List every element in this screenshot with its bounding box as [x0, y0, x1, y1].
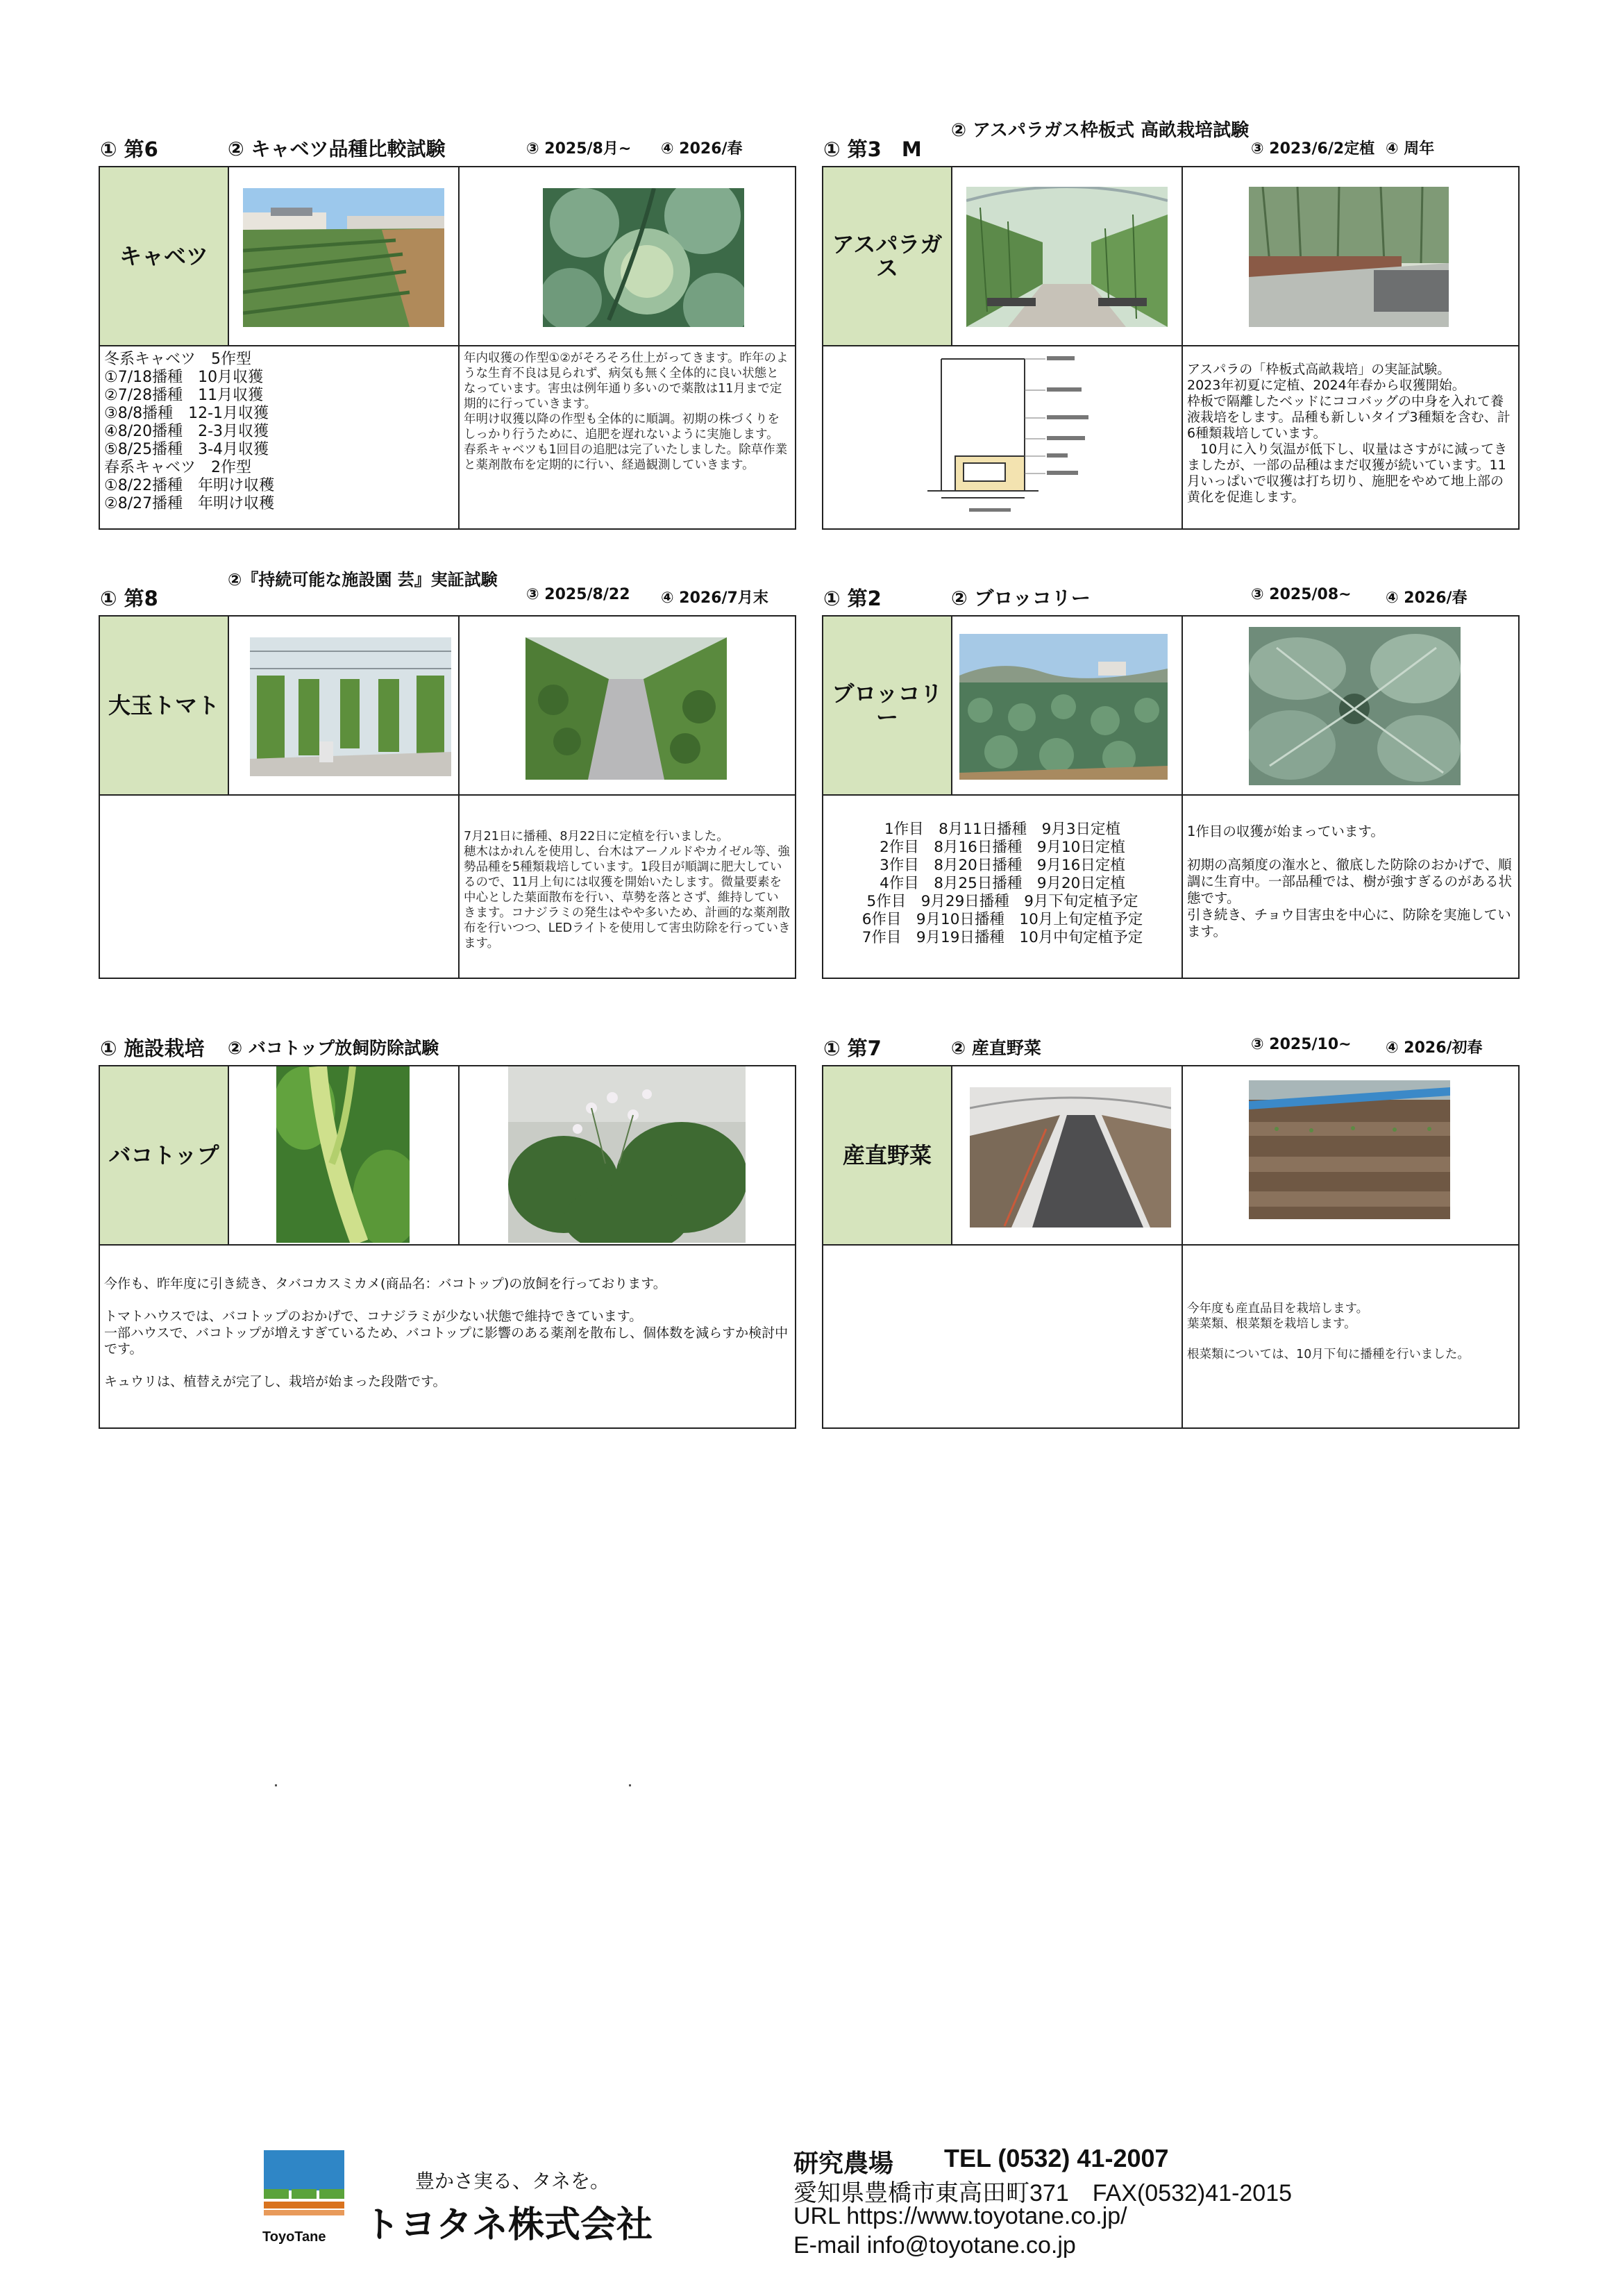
comment-cell: [1183, 346, 1518, 528]
cabbage-field-photo: [243, 188, 444, 327]
stray-mark: [275, 1784, 277, 1786]
field-number: ① 第8: [100, 587, 158, 610]
stray-mark: [629, 1784, 631, 1786]
field-number: ① 第6: [100, 137, 158, 161]
email-address[interactable]: E-mail info@toyotane.co.jp: [793, 2232, 1076, 2259]
crop-name: アスパラガ ス: [832, 231, 943, 281]
slogan: 豊かさ実る、タネを。: [415, 2170, 610, 2193]
crop-name-cell: [100, 617, 229, 796]
trial-title: ②『持続可能な施設園 芸』実証試験: [228, 570, 498, 589]
website-url[interactable]: URL https://www.toyotane.co.jp/: [793, 2203, 1127, 2229]
empty-cell: [823, 1246, 1183, 1427]
photo-cell: [460, 1066, 795, 1246]
panel-box: [99, 615, 796, 979]
mirid-bug-photo: [276, 1066, 410, 1243]
end-date: ④ 2026/7月末: [661, 589, 768, 607]
sown-beds-photo: [1249, 1080, 1450, 1219]
end-date: ④ 2026/春: [661, 140, 743, 158]
photo-cell: [460, 167, 795, 346]
banker-plant-photo: [508, 1066, 746, 1243]
panel-header: [822, 576, 1520, 611]
start-date: ③ 2025/8/22: [526, 586, 630, 603]
toyotane-logo-icon: [264, 2150, 344, 2231]
start-date: ③ 2025/10~: [1251, 1036, 1352, 1053]
end-date: ④ 周年: [1386, 140, 1435, 158]
crop-name-cell: [823, 617, 952, 796]
empty-cell: [100, 796, 460, 978]
comment-cell: [1183, 1246, 1518, 1427]
photo-cell: [1183, 167, 1518, 346]
photo-cell: [1183, 1066, 1518, 1246]
panel-box: [822, 1065, 1520, 1429]
field-number: ① 第7: [823, 1037, 882, 1060]
comment-cell: [460, 346, 795, 528]
photo-cell: [460, 617, 795, 796]
comment-cell: [1183, 796, 1518, 978]
telephone: TEL (0532) 41-2007: [944, 2144, 1169, 2172]
cabbage-head-photo: [543, 188, 744, 327]
variety-list-cell: [100, 346, 460, 528]
schedule-cell: [823, 796, 1183, 978]
crop-name-cell: [823, 167, 952, 346]
photo-cell: [229, 1066, 460, 1246]
asparagus-house-photo: [966, 187, 1168, 327]
variety-list: 冬系キャベツ 5作型 ①7/18播種 10月収獲 ②7/28播種 11月収獲 ③8/8播種 12-1月収獲 ④8/20播種 2-3月収獲 ⑤8/25播種 3-4月収獲 春系キャベツ 2作型 ①8/22播種 年明け収穫 ②8/27播種 年明け収穫: [104, 351, 275, 512]
panel-header: [822, 120, 1520, 162]
comment-cell: [100, 1246, 795, 1427]
asparagus-bed-photo: [1249, 187, 1449, 327]
broccoli-field-photo: [959, 634, 1168, 780]
trial-title: ② 産直野菜: [951, 1038, 1041, 1058]
panel-header: [99, 1026, 796, 1061]
panel-header: [822, 1026, 1520, 1061]
crop-name-cell: [100, 1066, 229, 1246]
comment-cell: [460, 796, 795, 978]
crop-name: 大玉トマト: [108, 692, 219, 719]
broccoli-head-photo: [1249, 627, 1461, 785]
photo-cell: [229, 167, 460, 346]
trial-title: ② ブロッコリー: [951, 587, 1091, 610]
comment-text: 今年度も産直品目を栽培します。 葉菜類、根菜類を栽培します。 根菜類については、10月下旬に播種を行いました。: [1187, 1302, 1470, 1361]
crop-name: ブロッコリー: [832, 680, 943, 730]
start-date: ③ 2025/08~: [1251, 586, 1352, 603]
logo-text: ToyoTane: [262, 2229, 326, 2245]
panel-box: [99, 166, 796, 530]
start-date: ③ 2023/6/2定植: [1251, 140, 1375, 158]
photo-cell: [952, 1066, 1183, 1246]
comment-text: 年内収獲の作型①②がそろそろ仕上がってきます。昨年のような生育不良は見られず、病気も無く全体的に良い状態となっています。害虫は例年通り多いので薬散は11月まで定期的に行っていきます。 年明け収獲以降の作型も全体的に順調。初期の株づくりをしっかり行うために、追肥を遅れないように実施します。 春系キャベツも1回目の追肥は完了いたしました。除草作業と薬剤散布を定期的に行い、経過観測していきます。: [464, 351, 789, 472]
crop-name: バコトップ: [108, 1142, 219, 1168]
address-fax: 愛知県豊橋市東高田町371 FAX(0532)41-2015: [793, 2180, 1293, 2206]
trial-title: ② バコトップ放飼防除試験: [228, 1038, 439, 1058]
trial-title: ② キャベツ品種比較試験: [228, 137, 446, 160]
trial-title: ② アスパラガス枠板式 高畝栽培試験: [951, 120, 1250, 141]
panel-box: [822, 166, 1520, 530]
crop-name: 産直野菜: [842, 1142, 932, 1168]
panel-header: [99, 570, 796, 611]
crop-name: キャベツ: [119, 243, 208, 269]
comment-text: アスパラの「枠板式高畝栽培」の実証試験。 2023年初夏に定植、2024年春から収獲開始。 枠板で隔離したベッドにココバッグの中身を入れて養液栽培をします。品種も新しいタイプ3種類を含む、計6種類栽培しています。 10月に入り気温が低下し、収量はさすがに減ってきましたが、一部の品種はまだ収獲が続いています。11月いっぱいで収獲は打ち切り、施肥をやめて地上部の黄化を促進します。: [1187, 362, 1511, 505]
company-name: トヨタネ株式会社: [364, 2204, 653, 2246]
field-number: ① 第3 M: [823, 137, 922, 161]
diagram-cell: [823, 346, 1183, 528]
comment-text: 7月21日に播種、8月22日に定植を行いました。 穂木はかれんを使用し、台木はアーノルドやカイゼル等、強勢品種を5種類栽培しています。1段目が順調に肥大しているので、11月上旬には収獲を開始いたします。微量要素を中心とした葉面散布を行い、草勢を落とさず、維持していきます。コナジラミの発生はやや多いため、計画的な薬剤散布を行いつつ、LEDライトを使用して害虫防除を行っていきます。: [464, 830, 791, 950]
crop-name-cell: [823, 1066, 952, 1246]
end-date: ④ 2026/春: [1386, 589, 1468, 607]
planting-schedule: 1作目 8月11日播種 9月3日定植 2作目 8月16日播種 9月10日定植 3作目 8月20日播種 9月16日定植 4作目 8月25日播種 9月20日定植 5作目 9月29日播種 9月下旬定植予定 6作目 9月10日播種 10月上旬定植予定 7作目 9月19日播種 10月中旬定植予定: [861, 821, 1143, 946]
farm-name: 研究農場: [793, 2150, 894, 2178]
greenhouse-beds-photo: [970, 1087, 1171, 1227]
field-number: ① 施設栽培: [100, 1037, 205, 1060]
comment-text: 1作目の収獲が始まっています。 初期の高頻度の潅水と、徹底した防除のおかげで、順調に生育中。一部品種では、樹が強すぎるのがある状態です。 引き続き、チョウ目害虫を中心に、防除を実施しています。: [1187, 823, 1513, 939]
photo-cell: [952, 617, 1183, 796]
tomato-house-photo: [250, 637, 451, 776]
panel-box: [99, 1065, 796, 1429]
photo-cell: [229, 617, 460, 796]
comment-text: 今作も、昨年度に引き続き、タバコカスミカメ(商品名：バコトップ)の放飼を行っております。 トマトハウスでは、バコトップのおかげで、コナジラミが少ない状態で維持できています。 一部ハウスで、バコトップが増えすぎているため、バコトップに影響のある薬剤を散布し、個体数を減らすか検討中です。 キュウリは、植替えが完了し、栽培が始まった段階です。: [104, 1276, 789, 1389]
panel-box: [822, 615, 1520, 979]
panel-header: [99, 127, 796, 162]
photo-cell: [1183, 617, 1518, 796]
tomato-seedlings-photo: [525, 637, 727, 780]
raised-bed-diagram: [927, 352, 1094, 524]
crop-name-cell: [100, 167, 229, 346]
field-number: ① 第2: [823, 587, 882, 610]
end-date: ④ 2026/初春: [1386, 1039, 1483, 1057]
photo-cell: [952, 167, 1183, 346]
start-date: ③ 2025/8月~: [526, 140, 632, 158]
